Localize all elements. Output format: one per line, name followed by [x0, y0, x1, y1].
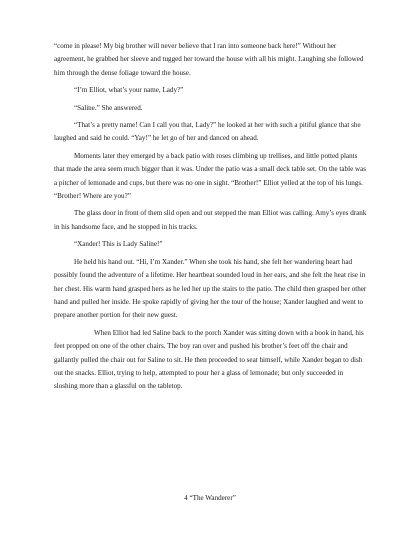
paragraph-patio: Moments later they emerged by a back patio with roses climbing up trellises, and little potted plants that made the area seem much bigger than it was. Under the patio was a small deck table set. On the table was a pitcher of lemonade and cups, but there was no one in sight. “Brother!” Elliot yelled at the top of his lungs. “Brother! Where are you?”: [54, 151, 367, 201]
paragraph-saline-answer: “Saline.” She answered.: [74, 103, 143, 112]
paragraph-xander-intro: “Xander! This is Lady Saline!”: [74, 240, 163, 249]
paragraph-elliot-intro: “I’m Elliot, what’s your name, Lady?”: [74, 86, 184, 95]
paragraph-pretty-name: “That’s a pretty name! Can I call you that, Lady?” he looked at her with such a pitiful glance that she laughed and said he could. “Yay!” he let go of her and danced on ahead.: [54, 121, 361, 143]
paragraph-glass-door: The glass door in front of them slid open and out stepped the man Elliot was calling. Amy’s eyes drank in his handsome face, and he stopped in his tracks.: [54, 209, 367, 231]
paragraph-intro: “come in please! My big brother will never believe that I ran into someone back here!” Without her agreement, he grabbed her sleeve and tugged her toward the house with all his might. Laughing she followed him through the dense foliage toward the house.: [54, 42, 364, 77]
paragraph-porch: When Elliot had led Saline back to the porch Xander was sitting down with a book in hand, his feet propped on one of the other chairs. The boy ran over and pushed his brother’s feet off the chair and gallantly pulled the chair out for Saline to sit. He then proceeded to seat himself, while Xander began to dish out the snacks. Elliot, trying to help, attempted to pour her a glass of lemonade; but only succeeded in sloshing more than a glassful on the tabletop.: [54, 328, 364, 391]
paragraph-handshake: He held his hand out. “Hi, I’m Xander.” When she took his hand, she felt her wandering heart had possibly found the adventure of a lifetime. Her heartbeat sounded loud in her ears, and she felt the heat rise in her chest. His warm hand grasped hers as he led her up the stairs to the patio. The child then grasped her other hand and pulled her inside. He spoke rapidly of giving her the tour of the house; Xander laughed and went to prepare another portion for their new guest.: [54, 257, 367, 320]
page-footer: 4 “The Wanderer”: [184, 494, 236, 502]
